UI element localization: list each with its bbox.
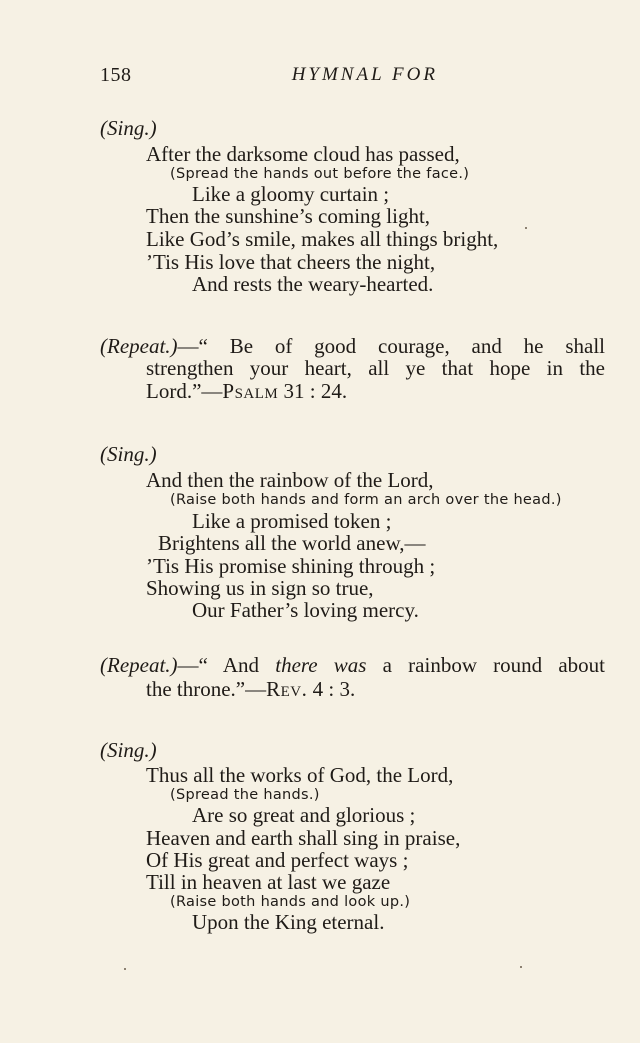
verse-line: After the darksome cloud has passed,	[146, 142, 460, 166]
verse-line: ’Tis His love that cheers the night,	[146, 250, 436, 274]
repeat-line: the throne.”—Rev. 4 : 3.	[146, 677, 356, 701]
repeat-label: (Repeat.)	[100, 653, 178, 677]
repeat-line: (Repeat.)—“ And there was a rainbow round about	[100, 653, 605, 677]
verse-line: Thus all the works of God, the Lord,	[146, 763, 454, 787]
repeat-line: strengthen your heart, all ye that hope in the	[146, 356, 605, 380]
verse-line: Heaven and earth shall sing in praise,	[146, 826, 461, 850]
verse-line: Like God’s smile, makes all things bright,	[146, 227, 499, 251]
sing-label: (Sing.)	[100, 116, 157, 140]
stage-direction: (Spread the hands out before the face.)	[170, 166, 470, 182]
verse-line: Of His great and perfect ways ;	[146, 848, 409, 872]
scripture-reference: 31 : 24.	[283, 379, 348, 403]
verse-line: And then the rainbow of the Lord,	[146, 468, 434, 492]
verse-line: Brightens all the world anew,—	[158, 531, 426, 555]
repeat-line: Lord.”—Psalm 31 : 24.	[146, 379, 348, 403]
scripture-citation: Rev.	[266, 677, 308, 701]
scripture-citation: Psalm	[222, 379, 279, 403]
scripture-reference: 4 : 3.	[312, 677, 356, 701]
paper-speck	[520, 966, 522, 968]
running-head: HYMNAL FOR	[291, 64, 438, 85]
page-number: 158	[100, 64, 132, 86]
stage-direction: (Raise both hands and look up.)	[170, 894, 411, 910]
sing-label: (Sing.)	[100, 442, 157, 466]
verse-line: Our Father’s loving mercy.	[192, 598, 419, 622]
verse-line: Like a gloomy curtain ;	[192, 182, 390, 206]
verse-line: Are so great and glorious ;	[192, 803, 416, 827]
verse-line: Upon the King eternal.	[192, 910, 385, 934]
repeat-line: (Repeat.)—“ Be of good courage, and he shall	[100, 334, 605, 358]
verse-line: Then the sunshine’s coming light,	[146, 204, 431, 228]
paper-speck	[124, 968, 126, 970]
verse-line: ’Tis His promise shining through ;	[146, 554, 436, 578]
stage-direction: (Raise both hands and form an arch over the head.)	[170, 492, 562, 508]
verse-line: Showing us in sign so true,	[146, 576, 374, 600]
sing-label: (Sing.)	[100, 738, 157, 762]
page-header	[100, 64, 438, 92]
paper-speck	[525, 227, 527, 229]
repeat-label: (Repeat.)	[100, 334, 178, 358]
verse-line: And rests the weary-hearted.	[192, 272, 434, 296]
stage-direction: (Spread the hands.)	[170, 787, 320, 803]
verse-line: Till in heaven at last we gaze	[146, 870, 391, 894]
verse-line: Like a promised token ;	[192, 509, 392, 533]
